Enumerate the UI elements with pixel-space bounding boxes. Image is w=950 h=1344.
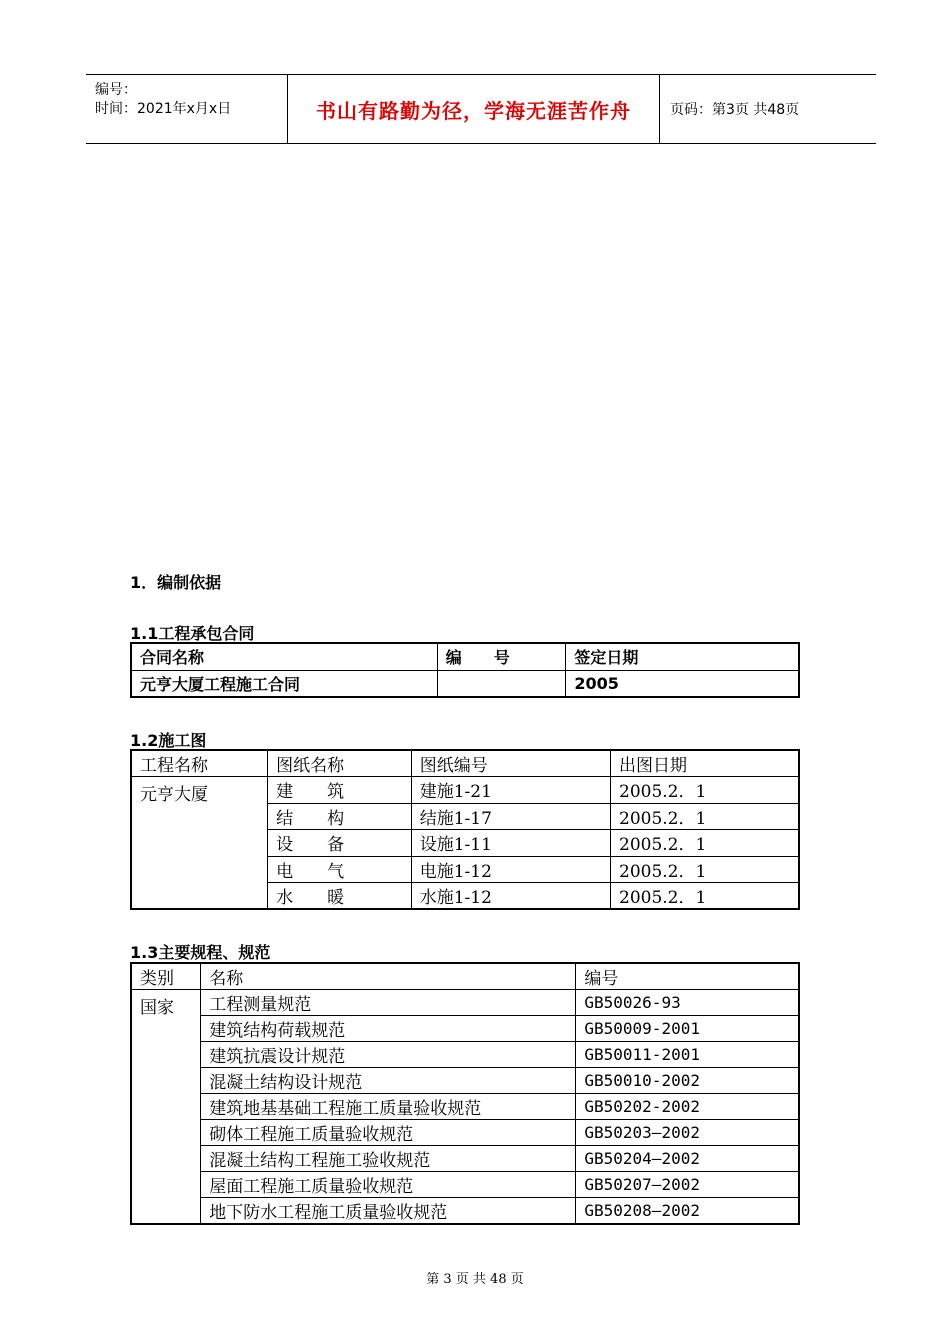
table-cell: GB50204—2002 — [576, 1146, 799, 1172]
table-cell: 混凝土结构工程施工验收规范 — [201, 1146, 576, 1172]
table-cell: 建筑结构荷载规范 — [201, 1016, 576, 1042]
header-motto: 书山有路勤为径，学海无涯苦作舟 — [288, 75, 660, 143]
number-label: 编号： — [95, 82, 137, 98]
table-cell: 2005.2．1 — [611, 777, 799, 804]
table-cell: 设 备 — [268, 830, 412, 857]
table-row — [131, 1198, 799, 1225]
table-cell: 屋面工程施工质量验收规范 — [201, 1172, 576, 1198]
table-cell: 砌体工程施工质量验收规范 — [201, 1120, 576, 1146]
table-cell: 工程测量规范 — [201, 990, 576, 1016]
table-row — [131, 1146, 799, 1172]
header-cell: 编号 — [576, 963, 799, 990]
page-header — [86, 74, 876, 144]
header-cell: 工程名称 — [131, 750, 268, 777]
table-row — [131, 1094, 799, 1120]
table-cell: GB50011-2001 — [576, 1042, 799, 1068]
drawings-table — [130, 749, 800, 910]
table-header-row — [131, 643, 799, 670]
time-label: 时间：2021年x月x日 — [95, 101, 232, 117]
table-cell: 建施1-21 — [411, 777, 610, 804]
table-cell: 设施1-11 — [411, 830, 610, 857]
table-row — [131, 1068, 799, 1094]
header-cell: 名称 — [201, 963, 576, 990]
table-row — [131, 1042, 799, 1068]
table-header-row — [131, 963, 799, 990]
header-cell: 签定日期 — [566, 643, 799, 670]
table-cell: 2005 — [566, 670, 799, 697]
table-cell: GB50010-2002 — [576, 1068, 799, 1094]
header-cell: 类别 — [131, 963, 201, 990]
table-cell: GB50009-2001 — [576, 1016, 799, 1042]
table-cell: 2005.2．1 — [611, 856, 799, 883]
table-header-row — [131, 750, 799, 777]
table-cell: 地下防水工程施工质量验收规范 — [201, 1198, 576, 1225]
section-title: 1．编制依据 — [130, 573, 222, 592]
drawings-heading: 1.2施工图 — [130, 731, 207, 750]
project-name-cell: 元亨大厦 — [131, 777, 268, 910]
table-cell: 2005.2．1 — [611, 803, 799, 830]
table-cell: 水施1-12 — [411, 883, 610, 910]
table-cell: GB50208—2002 — [576, 1198, 799, 1225]
table-cell: 结施1-17 — [411, 803, 610, 830]
table-cell: 元亨大厦工程施工合同 — [131, 670, 437, 697]
header-cell: 图纸编号 — [411, 750, 610, 777]
contract-heading — [130, 621, 254, 644]
header-cell: 图纸名称 — [268, 750, 412, 777]
table-cell: 建筑抗震设计规范 — [201, 1042, 576, 1068]
table-cell: GB50026-93 — [576, 990, 799, 1016]
header-meta — [86, 75, 288, 143]
table-row — [131, 1120, 799, 1146]
table-row — [131, 1172, 799, 1198]
standards-table — [130, 962, 800, 1225]
table-cell: 2005.2．1 — [611, 830, 799, 857]
table-cell: 水 暖 — [268, 883, 412, 910]
contract-heading-text: 1.1工程承包合同 — [130, 624, 255, 643]
table-cell: 2005.2．1 — [611, 883, 799, 910]
table-cell: 建 筑 — [268, 777, 412, 804]
standards-heading: 1.3主要规程、规范 — [130, 943, 271, 962]
table-row — [131, 670, 799, 697]
table-cell: GB50203—2002 — [576, 1120, 799, 1146]
contract-table — [130, 642, 800, 698]
table-cell: GB50207—2002 — [576, 1172, 799, 1198]
table-row — [131, 1016, 799, 1042]
table-cell: 电 气 — [268, 856, 412, 883]
header-page-info: 页码：第3页 共48页 — [670, 102, 800, 118]
category-cell: 国家 — [131, 990, 201, 1225]
table-row — [131, 777, 799, 804]
page-footer: 第 3 页 共 48 页 — [426, 1272, 524, 1287]
table-cell: 建筑地基基础工程施工质量验收规范 — [201, 1094, 576, 1120]
table-cell — [437, 670, 566, 697]
table-cell: 混凝土结构设计规范 — [201, 1068, 576, 1094]
header-cell: 编 号 — [437, 643, 566, 670]
table-row — [131, 990, 799, 1016]
header-cell: 出图日期 — [611, 750, 799, 777]
table-cell: GB50202-2002 — [576, 1094, 799, 1120]
table-cell: 结 构 — [268, 803, 412, 830]
header-cell: 合同名称 — [131, 643, 437, 670]
table-cell: 电施1-12 — [411, 856, 610, 883]
